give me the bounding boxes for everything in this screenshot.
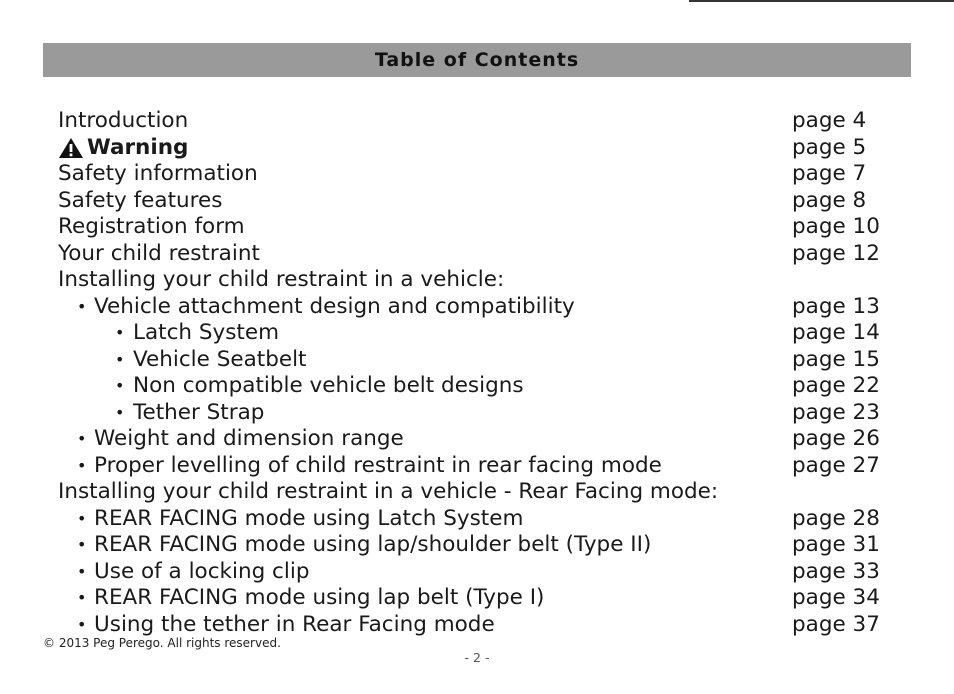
toc-entry-page: page 7 xyxy=(792,161,867,186)
bullet-icon: • xyxy=(77,588,87,607)
toc-entry-label: Introduction xyxy=(58,108,189,133)
toc-entry-page: page 33 xyxy=(792,558,880,584)
toc-entry-title xyxy=(58,479,718,506)
toc-entry-label: Safety features xyxy=(58,187,223,213)
bullet-icon: • xyxy=(115,402,125,422)
toc-entry-page: page 34 xyxy=(792,585,880,610)
toc-entry[interactable] xyxy=(0,108,954,135)
toc-entry-label: Non compatible vehicle belt designs xyxy=(133,373,524,398)
bullet-icon: • xyxy=(77,614,87,634)
toc-entry[interactable] xyxy=(0,241,954,268)
toc-entry[interactable] xyxy=(0,294,954,321)
toc-entry-label: Tether Strap xyxy=(133,399,265,425)
toc-entry-title xyxy=(133,320,279,347)
toc-entry-page: page 8 xyxy=(792,187,867,213)
bullet-icon: • xyxy=(77,561,87,581)
toc-entry-title xyxy=(94,426,404,453)
toc-entry-label: REAR FACING mode using Latch System xyxy=(94,505,524,531)
toc-entry-label: REAR FACING mode using lap belt (Type I) xyxy=(94,585,545,610)
toc-entry-title xyxy=(58,161,258,188)
toc-entry-title xyxy=(94,506,523,533)
bullet-icon: • xyxy=(115,323,125,342)
toc-entry-page: page 10 xyxy=(792,214,880,239)
toc-entry[interactable] xyxy=(0,161,954,188)
toc-entry[interactable] xyxy=(0,188,954,215)
toc-entry-page: page 28 xyxy=(792,505,880,531)
toc-entry-page: page 4 xyxy=(792,108,867,133)
toc-entry[interactable] xyxy=(0,214,954,241)
toc-entry[interactable] xyxy=(0,320,954,347)
toc-entry-label: Using the tether in Rear Facing mode xyxy=(94,611,495,637)
toc-entry-label: Registration form xyxy=(58,214,245,239)
toc-entry-title xyxy=(94,532,651,559)
toc-entry-title xyxy=(133,400,264,427)
page-number: - 2 - xyxy=(464,650,490,665)
bullet-icon: • xyxy=(77,455,87,475)
bullet-icon: • xyxy=(77,535,87,554)
warning-icon xyxy=(58,137,84,159)
bullet-icon: • xyxy=(115,349,125,369)
toc-entry-label: Use of a locking clip xyxy=(94,558,310,584)
toc-entry-page: page 15 xyxy=(792,346,880,372)
toc-entry-label: Your child restraint xyxy=(58,240,260,266)
toc-entry-title xyxy=(58,135,188,162)
toc-entry-title xyxy=(94,294,575,321)
toc-entry[interactable] xyxy=(0,453,954,480)
toc-entry-title xyxy=(58,188,222,215)
toc-entry-page: page 5 xyxy=(792,134,867,160)
toc-entry-page: page 14 xyxy=(792,320,880,345)
copyright-notice: © 2013 Peg Perego. All rights reserved. xyxy=(43,636,281,650)
toc-entry[interactable] xyxy=(0,135,954,162)
toc-entry-title xyxy=(94,559,309,586)
toc-header-bar xyxy=(43,43,911,77)
toc-entry-page: page 27 xyxy=(792,452,880,478)
toc-entry[interactable] xyxy=(0,400,954,427)
toc-entry[interactable] xyxy=(0,506,954,533)
toc-entry[interactable] xyxy=(0,426,954,453)
toc-entry-label: REAR FACING mode using lap/shoulder belt (Type II) xyxy=(94,532,652,557)
toc-entry[interactable] xyxy=(0,479,954,506)
toc-entry-label: Weight and dimension range xyxy=(94,426,404,451)
toc-entry[interactable] xyxy=(0,373,954,400)
toc-entry[interactable] xyxy=(0,612,954,639)
toc-entry-page: page 12 xyxy=(792,240,880,266)
toc-entry-label: Installing your child restraint in a vehicle - Rear Facing mode: xyxy=(58,479,719,504)
toc-entry-title xyxy=(94,585,544,612)
toc-entry-title xyxy=(58,241,260,268)
toc-entry-title xyxy=(133,347,306,374)
toc-entry-label: Safety information xyxy=(58,161,258,186)
toc-entry-title xyxy=(133,373,524,400)
toc-heading: Table of Contents xyxy=(374,49,580,71)
bullet-icon: • xyxy=(77,429,87,448)
toc-entry-label: Latch System xyxy=(133,320,280,345)
toc-entry[interactable] xyxy=(0,532,954,559)
toc-entry-page: page 23 xyxy=(792,399,880,425)
toc-entry-title xyxy=(94,453,662,480)
bullet-icon: • xyxy=(77,296,87,316)
toc-entry-label: Vehicle attachment design and compatibility xyxy=(94,293,575,319)
toc-entry-title xyxy=(58,214,245,241)
toc-entry-page: page 37 xyxy=(792,611,880,637)
toc-entry-page: page 22 xyxy=(792,373,880,398)
toc-entry[interactable] xyxy=(0,267,954,294)
toc-entry[interactable] xyxy=(0,559,954,586)
toc-entry-label: Proper levelling of child restraint in rear facing mode xyxy=(94,452,662,478)
toc-entry-page: page 26 xyxy=(792,426,880,451)
toc-entry[interactable] xyxy=(0,585,954,612)
bullet-icon: • xyxy=(77,508,87,528)
toc-entry-label: Vehicle Seatbelt xyxy=(133,346,307,372)
toc-entry-page: page 31 xyxy=(792,532,880,557)
top-rule xyxy=(689,0,954,2)
bullet-icon: • xyxy=(115,376,125,395)
toc-entry-title xyxy=(58,108,188,135)
table-of-contents xyxy=(0,108,954,638)
toc-entry-label: Warning xyxy=(87,134,189,160)
toc-entry-label: Installing your child restraint in a vehicle: xyxy=(58,267,505,292)
toc-entry-title xyxy=(94,612,495,639)
toc-entry[interactable] xyxy=(0,347,954,374)
toc-entry-title xyxy=(58,267,504,294)
toc-entry-page: page 13 xyxy=(792,293,880,319)
